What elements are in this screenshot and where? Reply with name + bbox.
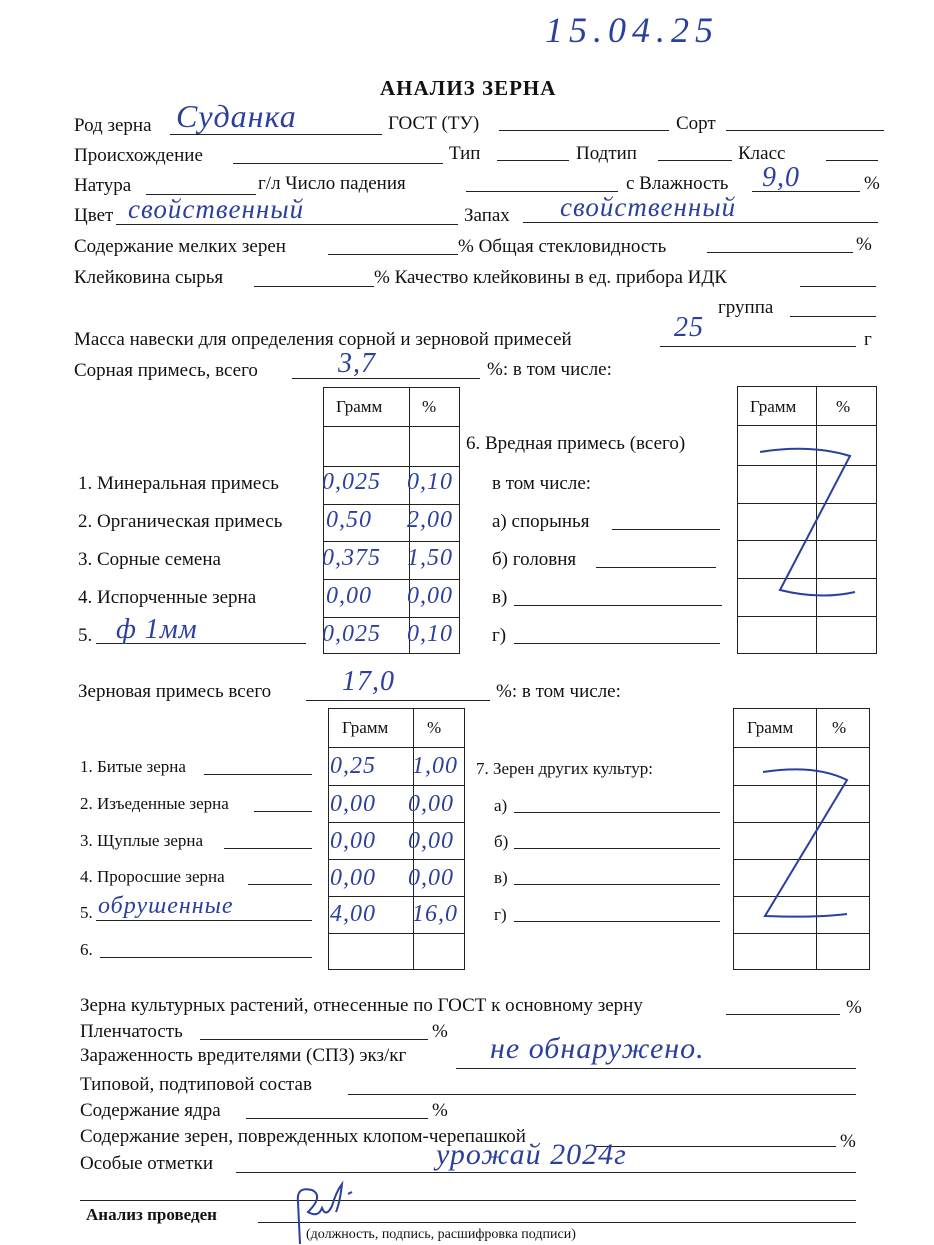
- weed-gram: 0,00: [326, 583, 372, 609]
- weed-gram: 0,025: [322, 621, 381, 647]
- color-label: Цвет: [74, 205, 114, 226]
- notes-line: [236, 1172, 856, 1173]
- other-crops-item: в): [494, 868, 508, 887]
- weed-total-label: Сорная примесь, всего: [74, 360, 258, 381]
- strike-through-mark: [735, 760, 865, 925]
- strike-through-mark: [740, 440, 870, 610]
- weed-col-gram: Грамм: [336, 397, 383, 416]
- grain-gram: 4,00: [330, 901, 376, 927]
- weed-row-label: 4. Испорченные зерна: [78, 587, 257, 608]
- other-crops-item: б): [494, 832, 509, 851]
- type-label: Тип: [449, 143, 481, 164]
- grain-pct: 1,00: [412, 753, 458, 779]
- cultural-label: Зерна культурных растений, отнесенные по ГОСТ к основному зерну: [80, 995, 643, 1016]
- other-crops-line: [514, 812, 720, 813]
- harmful-col-gram: Грамм: [750, 397, 797, 416]
- percent-sign: %: [846, 997, 862, 1018]
- subtype-label: Подтип: [576, 143, 637, 164]
- grain-type-line: [170, 134, 382, 135]
- sort-label: Сорт: [676, 113, 716, 134]
- color-line: [116, 224, 458, 225]
- harmful-col-pct: %: [836, 397, 851, 416]
- other-crops-line: [514, 921, 720, 922]
- small-grains-line: [328, 254, 458, 255]
- notes-label: Особые отметки: [80, 1153, 213, 1174]
- weed-row-5-handwritten: ф 1мм: [116, 614, 198, 645]
- grain-total-value: 17,0: [342, 666, 395, 697]
- grain-row-line: [100, 957, 312, 958]
- grain-row-label: 2. Изъеденные зерна: [80, 794, 229, 813]
- natura-label: Натура: [74, 175, 132, 196]
- harmful-sub: в том числе:: [492, 473, 592, 494]
- grain-row-line: [96, 920, 312, 921]
- grain-type-label: Род зерна: [74, 115, 152, 136]
- filminess-label: Пленчатость: [80, 1021, 183, 1042]
- grain-pct: 16,0: [412, 901, 458, 927]
- grain-row-label: 1. Битые зерна: [80, 757, 186, 776]
- grain-row-line: [224, 848, 312, 849]
- sample-mass-value: 25: [674, 312, 704, 343]
- weed-gram: 0,025: [322, 469, 381, 495]
- harmful-title: 6. Вредная примесь (всего): [466, 433, 686, 454]
- weed-gram: 0,50: [326, 507, 372, 533]
- weed-total-suffix: %: в том числе:: [487, 359, 612, 380]
- percent-sign: %: [432, 1021, 448, 1042]
- class-label: Класс: [738, 143, 786, 164]
- analysis-label: Анализ проведен: [86, 1205, 217, 1224]
- group-line: [790, 316, 876, 317]
- grain-row-label: 3. Щуплые зерна: [80, 831, 204, 850]
- weed-pct: 2,00: [407, 507, 453, 533]
- sample-mass-line: [660, 346, 856, 347]
- vitreous-label: % Общая стекловидность: [458, 236, 667, 257]
- weed-row-label: 2. Органическая примесь: [78, 511, 283, 532]
- smell-line: [523, 222, 878, 223]
- grain-row-line: [204, 774, 312, 775]
- grain-pct: 0,00: [408, 865, 454, 891]
- group-label: группа: [718, 297, 774, 318]
- harmful-item: г): [492, 625, 507, 646]
- filminess-line: [200, 1039, 428, 1040]
- page-title: АНАЛИЗ ЗЕРНА: [380, 76, 557, 100]
- bug-damage-label: Содержание зерен, поврежденных клопом-черепашкой: [80, 1126, 526, 1147]
- date-handwritten: 15.04.25: [545, 10, 719, 50]
- infestation-line: [456, 1068, 856, 1069]
- other-crops-line: [514, 848, 720, 849]
- gluten-quality-line: [800, 286, 876, 287]
- humidity-label: с Влажность: [626, 173, 729, 194]
- grain-row-line: [254, 811, 312, 812]
- gluten-line: [254, 286, 374, 287]
- grain-gram: 0,00: [330, 865, 376, 891]
- class-line: [826, 160, 878, 161]
- harmful-line: [612, 529, 720, 530]
- weed-col-pct: %: [422, 397, 437, 416]
- signature-caption: (должность, подпись, расшифровка подписи): [306, 1227, 576, 1242]
- gluten-quality-label: % Качество клейковины в ед. прибора ИДК: [374, 267, 727, 288]
- gost-line: [499, 130, 669, 131]
- grain-gram: 0,00: [330, 791, 376, 817]
- notes-value: урожай 2024г: [436, 1138, 627, 1171]
- harmful-line: [596, 567, 716, 568]
- weed-total-value: 3,7: [338, 348, 376, 379]
- grain-row-5-handwritten: обрушенные: [98, 893, 234, 919]
- smell-label: Запах: [464, 205, 510, 226]
- weed-gram: 0,375: [322, 545, 381, 571]
- notes-line-2: [80, 1200, 856, 1201]
- grain-pct: 0,00: [408, 828, 454, 854]
- grain-total-suffix: %: в том числе:: [496, 681, 621, 702]
- sort-line: [726, 130, 884, 131]
- weed-total-line: [292, 378, 480, 379]
- other-crops-item: а): [494, 796, 508, 815]
- origin-label: Происхождение: [74, 145, 203, 166]
- weed-pct: 1,50: [407, 545, 453, 571]
- gost-label: ГОСТ (ТУ): [388, 113, 480, 134]
- grain-col-pct: %: [427, 718, 442, 737]
- harmful-item: б) головня: [492, 549, 577, 570]
- grain-row-label: 6.: [80, 940, 93, 959]
- sample-mass-label: Масса навески для определения сорной и зерновой примесей: [74, 329, 572, 350]
- other-crops-title: 7. Зерен других культур:: [476, 759, 653, 778]
- weed-row-label: 5.: [78, 625, 93, 646]
- harmful-item: а) спорынья: [492, 511, 590, 532]
- percent-sign: %: [840, 1131, 856, 1152]
- infestation-value: не обнаружено.: [490, 1032, 705, 1065]
- origin-line: [233, 163, 443, 164]
- subtype-line: [658, 160, 732, 161]
- other-crops-line: [514, 884, 720, 885]
- composition-label: Типовой, подтиповой состав: [80, 1074, 312, 1095]
- smell-value: свойственный: [560, 192, 737, 222]
- other-col-pct: %: [832, 718, 847, 737]
- weed-row-label: 1. Минеральная примесь: [78, 473, 279, 494]
- natura-unit: г/л Число падения: [258, 173, 406, 194]
- harmful-line: [514, 643, 720, 644]
- kernel-label: Содержание ядра: [80, 1100, 221, 1121]
- weed-pct: 0,10: [407, 469, 453, 495]
- composition-line: [348, 1094, 856, 1095]
- type-line: [497, 160, 569, 161]
- cultural-line: [726, 1014, 840, 1015]
- percent-sign: %: [864, 173, 880, 194]
- other-col-gram: Грамм: [747, 718, 794, 737]
- grain-row-line: [248, 884, 312, 885]
- grain-gram: 0,25: [330, 753, 376, 779]
- grain-row-label: 4. Проросшие зерна: [80, 867, 225, 886]
- weed-row-label: 3. Сорные семена: [78, 549, 221, 570]
- infestation-label: Зараженность вредителями (СПЗ) экз/кг: [80, 1045, 407, 1066]
- percent-sign: %: [432, 1100, 448, 1121]
- other-crops-item: г): [494, 905, 507, 924]
- vitreous-line: [707, 252, 853, 253]
- gluten-label: Клейковина сырья: [74, 267, 224, 288]
- harmful-item: в): [492, 587, 508, 608]
- color-value: свойственный: [128, 194, 305, 224]
- grain-total-line: [306, 700, 490, 701]
- kernel-line: [246, 1118, 428, 1119]
- grain-type-value: Суданка: [176, 98, 297, 134]
- percent-sign: %: [856, 234, 872, 255]
- grain-pct: 0,00: [408, 791, 454, 817]
- sample-mass-unit: г: [864, 329, 872, 350]
- bug-damage-line: [596, 1146, 836, 1147]
- grain-gram: 0,00: [330, 828, 376, 854]
- harmful-line: [514, 605, 722, 606]
- small-grains-label: Содержание мелких зерен: [74, 236, 286, 257]
- grain-col-gram: Грамм: [342, 718, 389, 737]
- grain-total-label: Зерновая примесь всего: [78, 681, 272, 702]
- grain-row-label: 5.: [80, 903, 93, 922]
- weed-pct: 0,10: [407, 621, 453, 647]
- weed-pct: 0,00: [407, 583, 453, 609]
- humidity-value: 9,0: [762, 162, 800, 193]
